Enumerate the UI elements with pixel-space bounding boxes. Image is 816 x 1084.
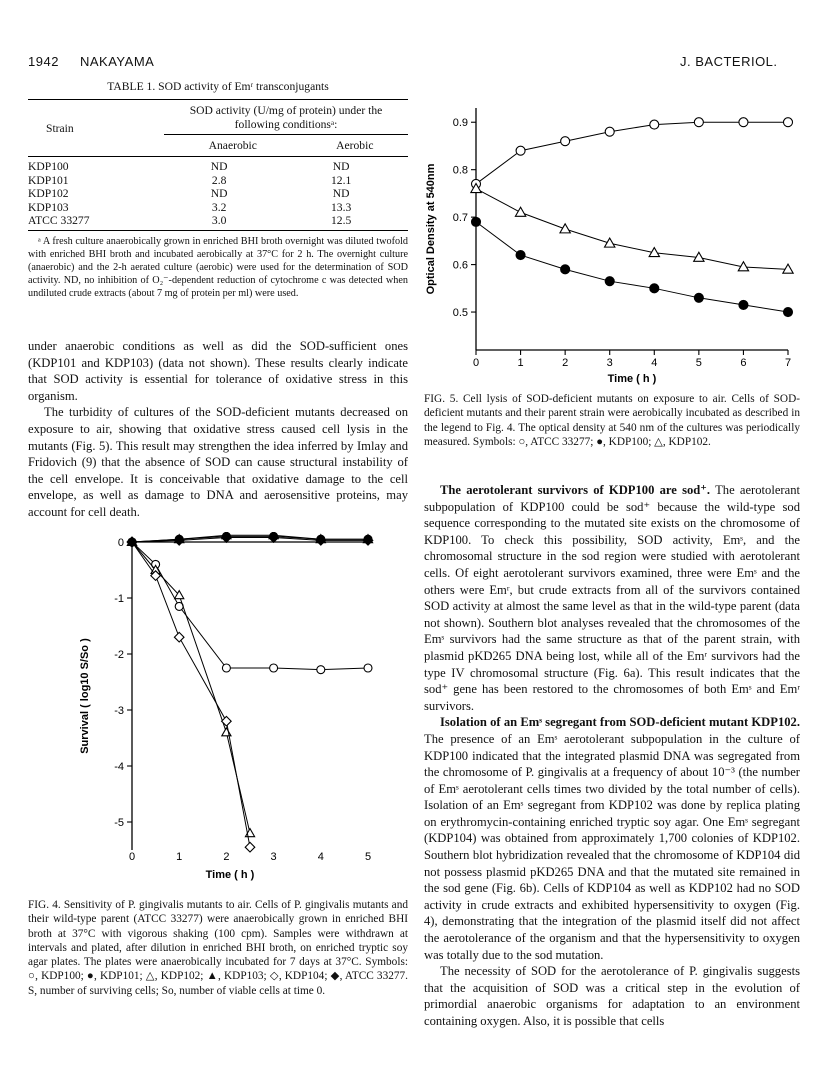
series-line-kdp102 [132, 542, 250, 833]
y-tick-label: -3 [114, 705, 124, 717]
table-row [28, 201, 408, 215]
series-line-kdp104 [132, 542, 250, 847]
data-point-kdp100 [472, 217, 481, 226]
y-tick-label: -4 [114, 761, 124, 773]
x-tick-label: 0 [472, 357, 480, 369]
table-cell-aerobic: 12.1 [331, 173, 352, 187]
running-journal: J. BACTERIOL. [680, 54, 778, 69]
table-cell-strain: KDP101 [28, 173, 69, 187]
y-axis-label: Survival ( log10 S/So ) [79, 638, 91, 754]
data-point-kdp100 [739, 300, 748, 309]
x-tick-label: 2 [562, 357, 569, 369]
data-point-kdp104 [245, 842, 255, 852]
section-heading: The aerotolerant survivors of KDP100 are sod⁺. [440, 483, 711, 497]
data-point-atcc-33277 [516, 146, 525, 155]
data-point-kdp100 [650, 284, 659, 293]
data-point-kdp102 [560, 224, 570, 233]
fig4-caption: FIG. 4. Sensitivity of P. gingivalis mutants to air. Cells of P. gingivalis mutants and their wild-type parent (ATCC 33277) were anaerobically grown in enriched BHI broth at 37°C with vigorous shaking (100 cpm). Samples were withdrawn at intervals and plated, after dilution in enriched BHI broth, on enriched tryptic soy agar plates. The plates were anaerobically incubated for 7 days at 37°C. Symbols: ○, KDP100; ●, KDP101; △, KDP102; ▲, KDP103; ◇, KDP104; ◆, ATCC 33277. S, number of surviving cells; So, number of viable cells at time 0. [28, 899, 408, 997]
table-cell-aerobic: ND [332, 160, 350, 173]
table-cell-aerobic: 12.5 [331, 214, 352, 227]
data-point-kdp100 [561, 265, 570, 274]
x-tick-label: 3 [606, 357, 613, 369]
table-row [28, 214, 408, 228]
data-point-kdp102 [515, 207, 525, 216]
col-group: SOD activity (U/mg of protein) under the following conditionsᵃ: [164, 100, 408, 135]
right-column-text [424, 482, 800, 1030]
x-tick-label: 0 [128, 851, 136, 863]
y-tick-label: 0.7 [452, 212, 468, 225]
col-anaerobic: Anaerobic [208, 139, 257, 152]
running-author: NAKAYAMA [80, 54, 155, 69]
fig5-chart [420, 100, 800, 385]
y-tick-label: 0.9 [452, 117, 468, 130]
table1-title: TABLE 1. SOD activity of Emʳ transconjugants [107, 80, 329, 93]
x-axis-label: Time ( h ) [205, 869, 255, 881]
table-cell-strain: ATCC 33277 [28, 214, 90, 227]
table-row [28, 187, 408, 201]
table-cell-aerobic: ND [332, 187, 350, 200]
table-cell-anaerobic: ND [210, 160, 228, 173]
fig4-chart [28, 532, 408, 892]
data-point-kdp104 [174, 632, 184, 642]
data-point-atcc-33277 [739, 118, 748, 127]
data-point-kdp100 [222, 664, 230, 672]
paragraph: The presence of an Emˢ aerotolerant subpopulation in the culture of KDP100 indicated that the integrated plasmid DNA was segregated from the chromosome of P. gingivalis at a frequency of about 10⁻³ (the number of Emˢ aerotolerant cells times two divided by the total number of cells). Isolation of an Emˢ segregant from KDP102 was done by replica plating on erythromycin-containing enriched tryptic soy agar. One Emˢ segregant (KDP104) was obtained from approximately 1,700 colonies of KDP102. Southern blot hybridization revealed that the chromosome of KDP104 did not possess plasmid pKD265 DNA and that the mutated site remained in the sod gene (Fig. 6b). Cells of KDP104 as well as KDP102 had no SOD activity in crude extracts and exhibited hypersensitivity to oxygen (Fig. 4), demonstrating that the integration of the plasmid itself did not affect the aerotolerance of the organism and that the hypersensitivity to oxygen was totally due to the sod mutation. [424, 731, 800, 962]
table1 [28, 80, 408, 300]
left-column-text [28, 338, 408, 521]
table-cell-strain: KDP103 [28, 200, 69, 214]
table1-body [28, 160, 408, 228]
x-axis-label: Time ( h ) [607, 373, 657, 385]
table-cell-anaerobic: ND [210, 187, 228, 200]
y-tick-label: -2 [114, 649, 124, 661]
x-tick-label: 1 [176, 851, 183, 863]
table-cell-anaerobic: 3.2 [211, 200, 227, 214]
y-tick-label: 0.5 [452, 307, 468, 320]
page-number: 1942 [28, 54, 59, 69]
paragraph: The necessity of SOD for the aerotolerance of P. gingivalis suggests that the acquisition of SOD was a critical step in the evolution of primordial anaerobic organisms for adaptation to an environment containing oxygen. Also, it is possible that cells [424, 964, 800, 1028]
x-tick-label: 4 [651, 357, 658, 369]
y-tick-label: 0.6 [452, 259, 468, 272]
table-row [28, 174, 408, 188]
data-point-kdp104 [222, 716, 232, 726]
data-point-kdp100 [784, 308, 793, 317]
paragraph: The turbidity of cultures of the SOD-deficient mutants decreased on exposure to air, showing that oxidative stress caused cell lysis in the mutants (Fig. 5). This result may strengthen the idea inferred by Imlay and Fridovich (9) that the absence of SOD can cause structural instability of the cell envelope. It is conceivable that oxidative damage to the cell envelope, as well as damage to DNA and aerosensitive proteins, may account for cell death. [28, 405, 408, 519]
x-tick-label: 3 [270, 851, 277, 863]
data-point-kdp100 [694, 293, 703, 302]
x-tick-label: 5 [364, 851, 372, 863]
fig5-caption: FIG. 5. Cell lysis of SOD-deficient mutants on exposure to air. Cells of SOD-deficient mutants and their parent strain were aerobically incubated as described in the legend to Fig. 4. The optical density at 540 nm of the cultures was periodically measured. Symbols: ○, ATCC 33277; ●, KDP100; △, KDP102. [424, 393, 800, 448]
section-heading: Isolation of an Emˢ segregant from SOD-deficient mutant KDP102. [440, 715, 800, 730]
y-axis-label: Optical Density at 540nm [425, 163, 437, 295]
data-point-atcc-33277 [784, 118, 793, 127]
paragraph: The aerotolerant subpopulation of KDP100 could be sod⁺ because the wild-type sod sequence corresponding to the mutated site exists on the chromosome of KDP100. To check this possibility, SOD activity, Emˢ, and the chromosomal structure in the sod region were studied with aerotolerant cells. Of eight aerotolerant survivors examined, three were Emˢ and the others were Emʳ, but crude extracts from all of the survivors contained SOD activity at almost the same level as that in the wild-type parent (data not shown). Southern blot analyses revealed that the chromosomes of the Emˢ survivors had the same structure as that of the parent strain, with plasmid pKD265 DNA being lost, while all of the Emʳ survivors had the type IV chromosomal structure (Fig. 6a). This result indicates that the sod⁺ gene has been restored to the chromosomes of both Emˢ and Emʳ survivors. [424, 483, 801, 713]
x-tick-label: 6 [740, 357, 747, 369]
col-aerobic: Aerobic [336, 139, 374, 152]
y-tick-label: 0 [117, 537, 124, 549]
x-tick-label: 1 [517, 357, 524, 369]
data-point-atcc-33277 [650, 120, 659, 129]
data-point-kdp100 [270, 664, 278, 672]
table-cell-strain: KDP100 [28, 160, 69, 173]
table-cell-anaerobic: 2.8 [211, 173, 227, 187]
data-point-kdp100 [317, 666, 325, 674]
table-cell-strain: KDP102 [28, 187, 69, 200]
table-cell-anaerobic: 3.0 [211, 214, 227, 227]
table1-footnote: ᵃ A fresh culture anaerobically grown in enriched BHI broth overnight was diluted twofold with enriched BHI broth and incubated aerobically at 37°C for 2 h. The overnight culture (anaerobic) and the 2-h aerated culture (aerobic) were used for the determination of SOD activity. ND, no inhibition of O₂⁻-dependent reduction of cytochrome c was detected when undiluted crude extracts (about 7 mg of protein per ml) were used. [28, 235, 408, 299]
x-tick-label: 2 [223, 851, 230, 863]
table-cell-aerobic: 13.3 [331, 200, 352, 214]
data-point-kdp100 [364, 664, 372, 672]
data-point-kdp102 [222, 728, 231, 736]
x-tick-label: 4 [317, 851, 324, 863]
data-point-atcc-33277 [694, 118, 703, 127]
x-tick-label: 5 [695, 357, 702, 369]
col-strain: Strain [46, 121, 74, 135]
data-point-atcc-33277 [561, 137, 570, 146]
table-row [28, 160, 408, 174]
y-tick-label: -1 [114, 593, 124, 605]
data-point-kdp100 [516, 251, 525, 260]
data-point-kdp100 [605, 277, 614, 286]
table1-grid [28, 100, 408, 156]
paragraph: under anaerobic conditions as well as did the SOD-sufficient ones (KDP101 and KDP103) (data not shown). These results clearly indicate that SOD activity is essential for tolerance of oxidative stress in this organism. [28, 339, 408, 403]
y-tick-label: 0.8 [452, 164, 468, 177]
y-tick-label: -5 [114, 817, 124, 829]
data-point-atcc-33277 [605, 127, 614, 136]
x-tick-label: 7 [784, 357, 792, 369]
